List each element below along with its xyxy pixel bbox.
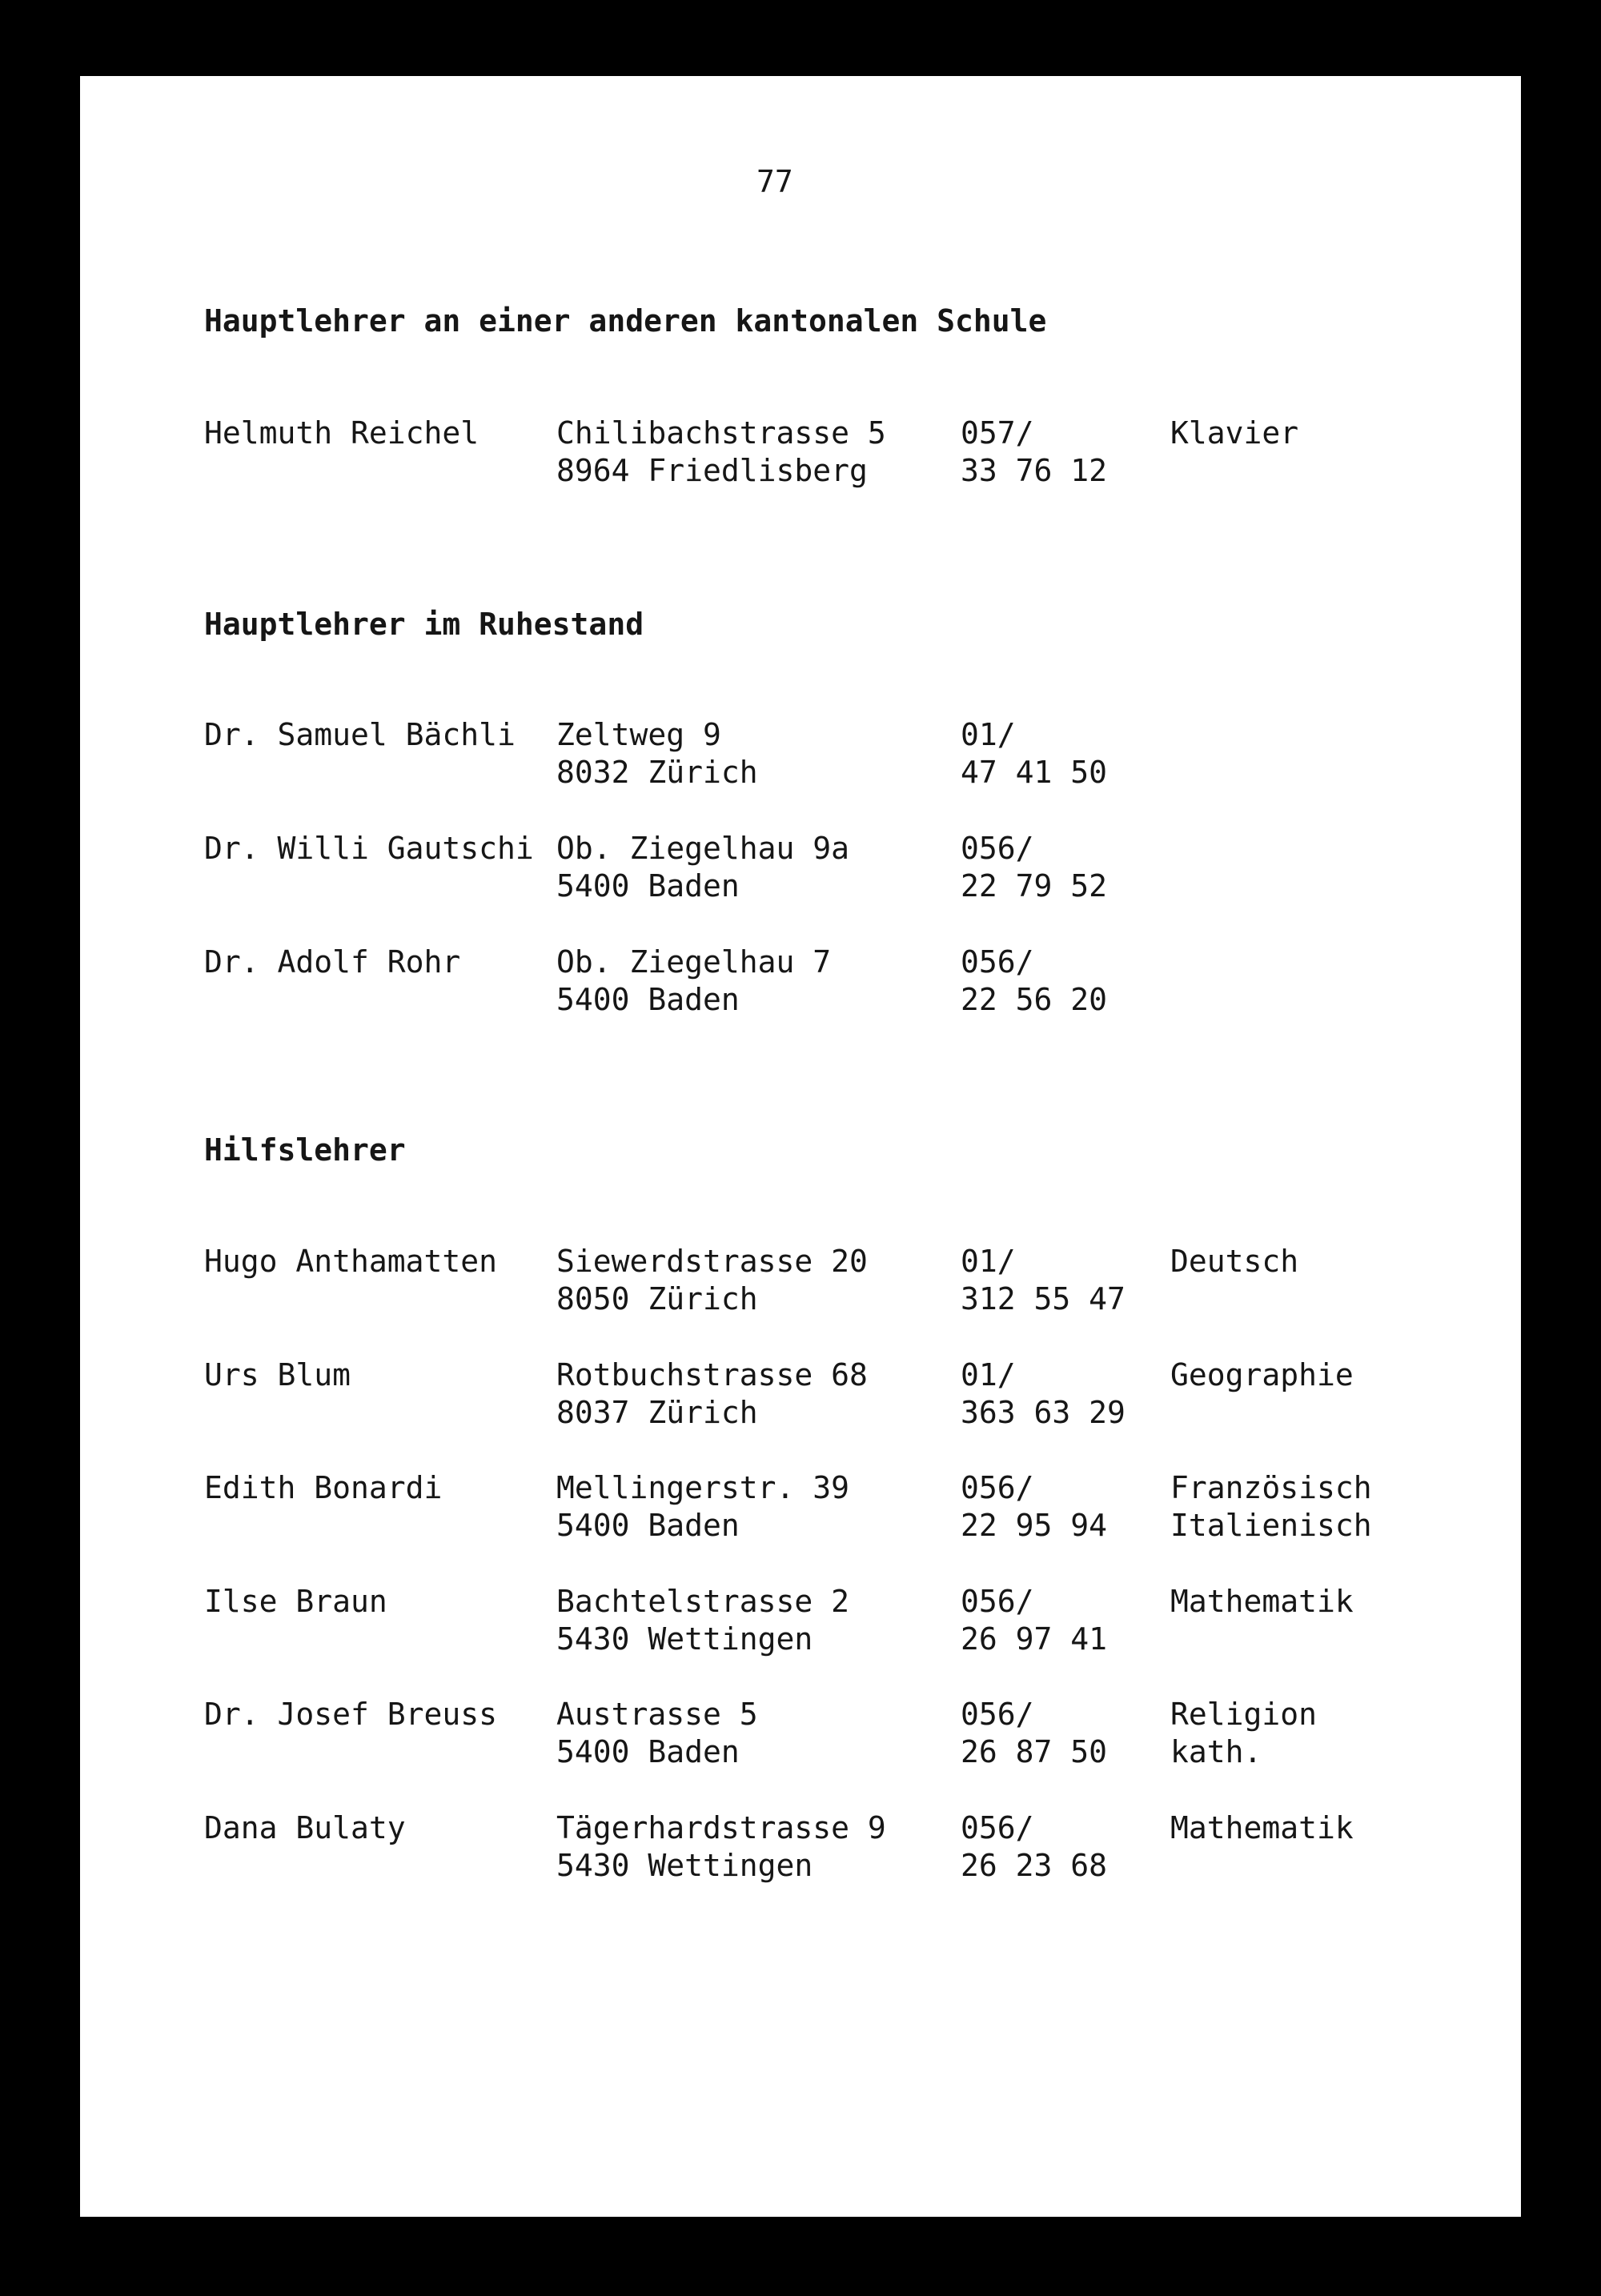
address <box>556 830 849 905</box>
phone <box>961 944 1107 1019</box>
phone-number: 22 95 94 <box>961 1508 1108 1543</box>
street: Bachtelstrasse 2 <box>556 1584 850 1619</box>
teacher-entry <box>204 1809 1485 1886</box>
phone <box>961 716 1107 791</box>
phone <box>961 1809 1107 1885</box>
street: Ob. Ziegelhau 9a <box>556 831 850 866</box>
subjects <box>1170 1356 1354 1394</box>
phone <box>961 415 1107 490</box>
subject: Religion <box>1170 1697 1318 1732</box>
section-heading: Hilfslehrer <box>204 1132 406 1168</box>
teacher-entry <box>204 1696 1485 1773</box>
city: 8037 Zürich <box>556 1395 758 1430</box>
teacher-name: Hugo Anthamatten <box>204 1244 498 1279</box>
phone-number: 363 63 29 <box>961 1395 1126 1430</box>
subjects <box>1170 1696 1317 1771</box>
teacher-entry <box>204 1583 1485 1660</box>
city: 5400 Baden <box>556 868 740 904</box>
street: Mellingerstr. 39 <box>556 1470 850 1505</box>
page-number: 77 <box>756 164 793 199</box>
phone-number: 47 41 50 <box>961 755 1108 790</box>
teacher-name: Dana Bulaty <box>204 1810 406 1845</box>
city: 5400 Baden <box>556 1508 740 1543</box>
area-code: 01/ <box>961 717 1016 752</box>
address <box>556 1469 849 1545</box>
city: 8964 Friedlisberg <box>556 453 868 488</box>
teacher-name: Urs Blum <box>204 1357 351 1392</box>
street: Rotbuchstrasse 68 <box>556 1357 868 1392</box>
teacher-entry <box>204 830 1485 907</box>
phone <box>961 1469 1107 1545</box>
area-code: 056/ <box>961 1470 1034 1505</box>
teacher-entry <box>204 415 1485 491</box>
teacher-name: Ilse Braun <box>204 1584 387 1619</box>
address <box>556 1809 886 1885</box>
subjects <box>1170 1809 1354 1847</box>
teacher-entry <box>204 1356 1485 1433</box>
area-code: 01/ <box>961 1244 1016 1279</box>
teacher-name: Dr. Samuel Bächli <box>204 717 516 752</box>
address <box>556 1243 868 1318</box>
area-code: 056/ <box>961 1697 1034 1732</box>
teacher-entry <box>204 1469 1485 1546</box>
teacher-name: Dr. Adolf Rohr <box>204 944 461 980</box>
area-code: 056/ <box>961 831 1034 866</box>
address <box>556 1583 849 1658</box>
phone-number: 312 55 47 <box>961 1281 1126 1316</box>
address <box>556 1696 758 1771</box>
phone <box>961 830 1107 905</box>
teacher-entry <box>204 1243 1485 1320</box>
street: Ob. Ziegelhau 7 <box>556 944 832 980</box>
phone-number: 22 56 20 <box>961 982 1108 1017</box>
phone <box>961 1583 1107 1658</box>
teacher-name: Dr. Josef Breuss <box>204 1697 498 1732</box>
address <box>556 716 758 791</box>
street: Austrasse 5 <box>556 1697 758 1732</box>
phone-number: 22 79 52 <box>961 868 1108 904</box>
phone-number: 26 97 41 <box>961 1621 1108 1657</box>
subject: Geographie <box>1170 1357 1354 1392</box>
address <box>556 944 831 1019</box>
area-code: 057/ <box>961 415 1034 451</box>
street: Tägerhardstrasse 9 <box>556 1810 886 1845</box>
teacher-name: Edith Bonardi <box>204 1470 443 1505</box>
phone <box>961 1696 1107 1771</box>
area-code: 056/ <box>961 1584 1034 1619</box>
section-heading: Hauptlehrer an einer anderen kantonalen Schule <box>204 303 1047 339</box>
teacher-name: Dr. Willi Gautschi <box>204 831 534 866</box>
area-code: 056/ <box>961 1810 1034 1845</box>
address <box>556 1356 868 1432</box>
city: 5400 Baden <box>556 1734 740 1769</box>
subject: Klavier <box>1170 415 1299 451</box>
city: 5400 Baden <box>556 982 740 1017</box>
subject: Deutsch <box>1170 1244 1299 1279</box>
subjects <box>1170 1469 1372 1545</box>
phone <box>961 1356 1126 1432</box>
subject: Mathematik <box>1170 1810 1354 1845</box>
phone-number: 33 76 12 <box>961 453 1108 488</box>
teacher-entry <box>204 944 1485 1020</box>
subject-secondary: Italienisch <box>1170 1508 1372 1543</box>
subject: Mathematik <box>1170 1584 1354 1619</box>
teacher-entry <box>204 716 1485 793</box>
area-code: 056/ <box>961 944 1034 980</box>
subjects <box>1170 1583 1354 1621</box>
document-page <box>80 76 1521 2217</box>
teacher-name: Helmuth Reichel <box>204 415 479 451</box>
address <box>556 415 886 490</box>
subject: Französisch <box>1170 1470 1372 1505</box>
phone <box>961 1243 1126 1318</box>
street: Siewerdstrasse 20 <box>556 1244 868 1279</box>
phone-number: 26 87 50 <box>961 1734 1108 1769</box>
phone-number: 26 23 68 <box>961 1848 1108 1883</box>
city: 5430 Wettingen <box>556 1621 813 1657</box>
city: 8032 Zürich <box>556 755 758 790</box>
subject-secondary: kath. <box>1170 1734 1262 1769</box>
area-code: 01/ <box>961 1357 1016 1392</box>
street: Zeltweg 9 <box>556 717 721 752</box>
subjects <box>1170 415 1298 452</box>
street: Chilibachstrasse 5 <box>556 415 886 451</box>
subjects <box>1170 1243 1298 1280</box>
city: 5430 Wettingen <box>556 1848 813 1883</box>
section-heading: Hauptlehrer im Ruhestand <box>204 607 644 642</box>
city: 8050 Zürich <box>556 1281 758 1316</box>
